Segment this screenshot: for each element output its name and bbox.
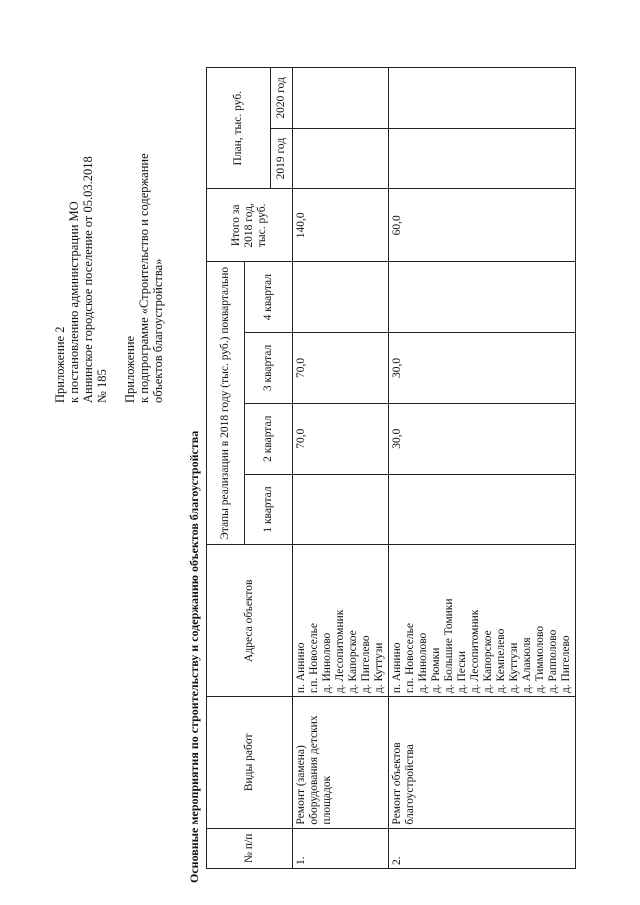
row-2019 (293, 128, 389, 189)
address-item: д. Капорское (347, 630, 359, 694)
header-2020: 2020 год (271, 68, 293, 129)
measures-table (206, 67, 576, 869)
table-row (389, 68, 576, 869)
header-work: Виды работ (207, 697, 293, 828)
row-work: Ремонт (замена) оборудования детских площадок (293, 697, 389, 828)
address-item: д. Кемпелево (495, 628, 507, 694)
address-item: д. Тиммолово (534, 625, 546, 694)
row-2020 (293, 68, 389, 129)
header-q4: 4 квартал (245, 262, 293, 333)
header-total: Итого за 2018 год, тыс. руб. (207, 189, 293, 262)
address-item: д. Рапполово (547, 629, 559, 694)
row-q2: 30,0 (389, 403, 576, 474)
header-address: Адреса объектов (207, 545, 293, 697)
address-item: д. Большие Томики (443, 598, 455, 694)
address-item: д. Пески (456, 650, 468, 694)
header-plan: План, тыс. руб. (207, 68, 271, 189)
header-stages: Этапы реализации в 2018 году (тыс. руб.) поквартально (207, 262, 245, 545)
header-num: № п/п (207, 828, 293, 868)
header-q3: 3 квартал (245, 333, 293, 404)
document-title: Основные мероприятия по строительству и содержанию объектов благоустройства (187, 430, 201, 883)
address-item: д. Лесопитомник (469, 609, 481, 694)
appendix-line: № 185 (95, 369, 109, 403)
subappendix-line: объектов благоустройства» (151, 258, 165, 403)
header-q2: 2 квартал (245, 403, 293, 474)
address-item: д. Капорское (482, 630, 494, 694)
appendix-line: к постановлению администрации МО (67, 201, 81, 403)
row-q1 (293, 474, 389, 545)
spacer (109, 153, 123, 403)
address-item: д. Куттузи (508, 642, 520, 694)
appendix-line: Приложение 2 (53, 326, 67, 403)
address-item: д. Пигелево (360, 635, 372, 694)
address-item: п. Аннино (391, 642, 403, 694)
appendix-line: Аннинское городское поселение от 05.03.2018 (81, 156, 95, 403)
address-item: г.п. Новоселье (404, 623, 416, 694)
row-num: 1. (293, 828, 389, 868)
row-num: 2. (389, 828, 576, 868)
row-q3: 30,0 (389, 333, 576, 404)
row-2019 (389, 128, 576, 189)
row-total: 140,0 (293, 189, 389, 262)
address-item: г.п. Новоселье (308, 623, 320, 694)
appendix-block (53, 153, 165, 403)
row-q1 (389, 474, 576, 545)
table-row (293, 68, 389, 869)
address-item: д. Алакюля (521, 637, 533, 694)
address-item: д. Иннолово (417, 632, 429, 694)
header-q1: 1 квартал (245, 474, 293, 545)
subappendix-line: Приложение (123, 335, 137, 403)
address-item: д. Лесопитомник (334, 609, 346, 694)
row-q3: 70,0 (293, 333, 389, 404)
header-2019: 2019 год (271, 128, 293, 189)
row-addresses (293, 545, 389, 697)
address-item: п. Аннино (295, 642, 307, 694)
row-q2: 70,0 (293, 403, 389, 474)
address-item: д. Рюмки (430, 647, 442, 694)
row-q4 (389, 262, 576, 333)
row-q4 (293, 262, 389, 333)
address-item: д. Иннолово (321, 632, 333, 694)
row-2020 (389, 68, 576, 129)
address-item: д. Пигелево (560, 635, 572, 694)
row-total: 60,0 (389, 189, 576, 262)
row-addresses (389, 545, 576, 697)
address-item: д. Куттузи (373, 642, 385, 694)
subappendix-line: к подпрограмме «Строительство и содержание (137, 153, 151, 403)
row-work: Ремонт объектов благоустройства (389, 697, 576, 828)
